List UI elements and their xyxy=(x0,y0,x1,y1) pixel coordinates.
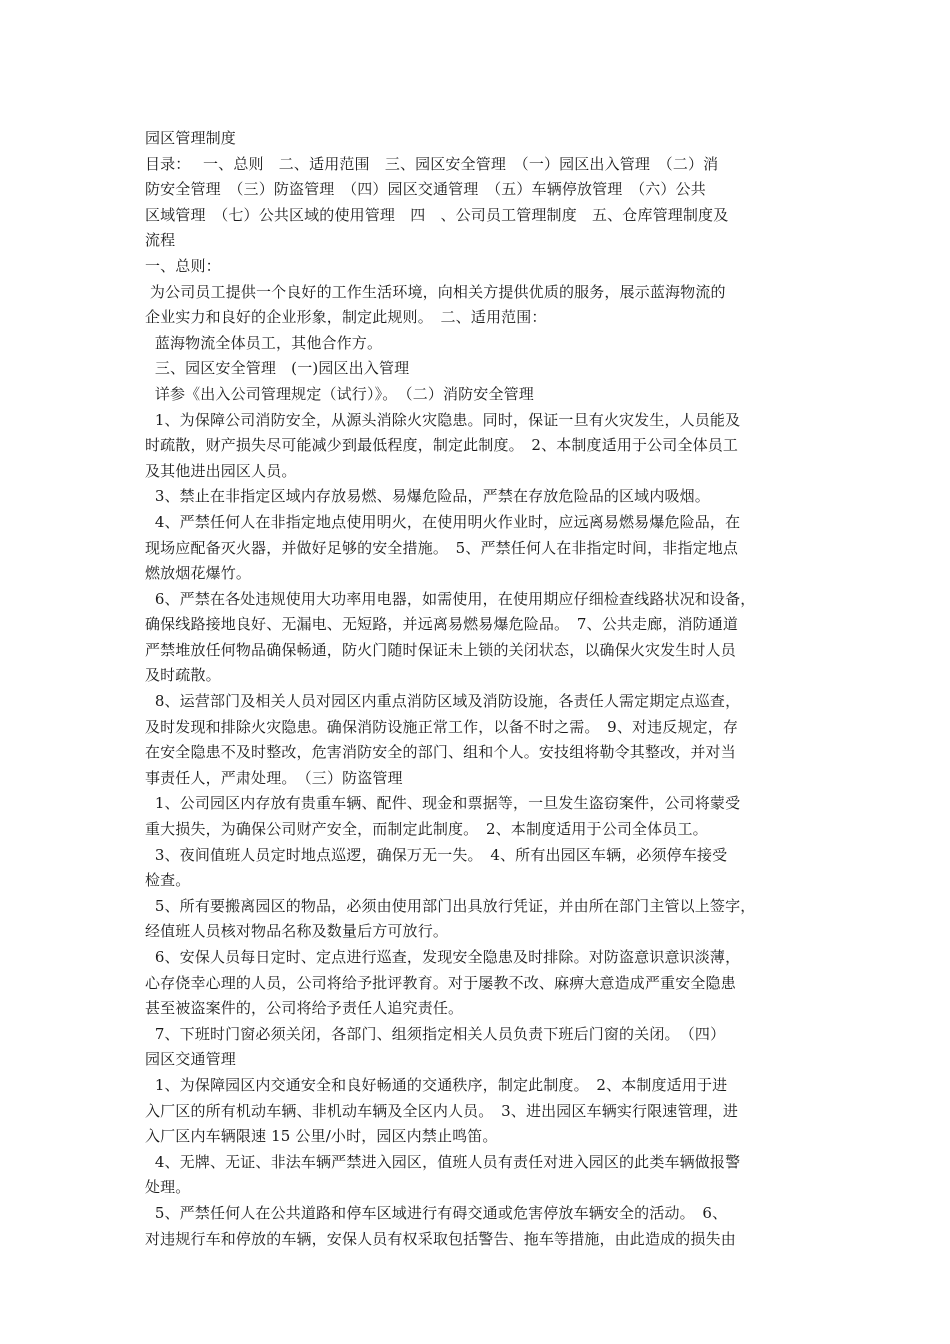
text-line: 确保线路接地良好、无漏电、无短路，并远离易燃易爆危险品。 7、公共走廊，消防通道 xyxy=(145,615,739,634)
text-line: 重大损失，为确保公司财产安全，而制定此制度。 2、本制度适用于公司全体员工。 xyxy=(145,820,708,839)
text-line: 区域管理 （七）公共区域的使用管理 四 、公司员工管理制度 五、仓库管理制度及 xyxy=(145,205,729,224)
text-line: 入厂区内车辆限速 15 公里/小时，园区内禁止鸣笛。 xyxy=(145,1127,498,1146)
text-line: 4、无牌、无证、非法车辆严禁进入园区，值班人员有责任对进入园区的此类车辆做报警 xyxy=(145,1152,741,1171)
text-line: 经值班人员核对物品名称及数量后方可放行。 xyxy=(145,922,449,941)
text-line: 7、下班时门窗必须关闭，各部门、组须指定相关人员负责下班后门窗的关闭。 （四） xyxy=(145,1024,726,1043)
text-line: 6、安保人员每日定时、定点进行巡查，发现安全隐患及时排除。对防盗意识意识淡薄， xyxy=(145,948,741,966)
text-line: 3、夜间值班人员定时地点巡逻，确保万无一失。 4、所有出园区车辆，必须停车接受 xyxy=(145,845,728,864)
text-line: 8、运营部门及相关人员对园区内重点消防区域及消防设施，各责任人需定期定点巡查， xyxy=(145,692,741,711)
text-line: 4、严禁任何人在非指定地点使用明火，在使用明火作业时，应远离易燃易爆危险品，在 xyxy=(145,512,741,531)
text-line: 1、公司园区内存放有贵重车辆、配件、现金和票据等，一旦发生盗窃案件，公司将蒙受 xyxy=(145,794,741,813)
text-line: 甚至被盗案件的，公司将给予责任人追究责任。 xyxy=(145,999,464,1018)
text-line: 详参《出入公司管理规定（试行）》。 （二）消防安全管理 xyxy=(145,384,534,403)
text-line: 及其他进出园区人员。 xyxy=(145,461,297,480)
text-line: 及时发现和排除火灾隐患。确保消防设施正常工作，以备不时之需。 9、对违反规定，存 xyxy=(145,717,739,736)
text-line: 园区交通管理 xyxy=(145,1050,236,1069)
text-line: 检查。 xyxy=(145,871,191,890)
text-line: 对违规行车和停放的车辆，安保人员有权采取包括警告、拖车等措施，由此造成的损失由 xyxy=(145,1229,736,1248)
text-line: 处理。 xyxy=(145,1178,191,1197)
text-line: 蓝海物流全体员工，其他合作方。 xyxy=(145,333,383,352)
text-line: 一、总则： xyxy=(145,256,221,275)
text-line: 事责任人，严肃处理。 （三）防盗管理 xyxy=(145,768,403,787)
text-line: 严禁堆放任何物品确保畅通，防火门随时保证未上锁的关闭状态，以确保火灾发生时人员 xyxy=(145,640,736,659)
text-line: 6、严禁在各处违规使用大功率用电器，如需使用，在使用期应仔细检查线路状况和设备， xyxy=(145,589,756,608)
text-line: 心存侥幸心理的人员，公司将给予批评教育。对于屡教不改、麻痹大意造成严重安全隐患 xyxy=(145,973,736,992)
text-line: 入厂区的所有机动车辆、非机动车辆及全区内人员。 3、进出园区车辆实行限速管理，进 xyxy=(145,1101,739,1120)
text-line: 三、园区安全管理 (一)园区出入管理 xyxy=(145,359,410,378)
text-line: 目录： 一、总则 二、适用范围 三、园区安全管理 （一）园区出入管理 （二）消 xyxy=(145,154,719,173)
text-line: 及时疏散。 xyxy=(145,666,221,685)
text-line: 1、为保障公司消防安全，从源头消除火灾隐患。同时，保证一旦有火灾发生，人员能及 xyxy=(145,410,741,429)
text-line: 1、为保障园区内交通安全和良好畅通的交通秩序，制定此制度。 2、本制度适用于进 xyxy=(145,1075,728,1094)
text-line: 为公司员工提供一个良好的工作生活环境，向相关方提供优质的服务，展示蓝海物流的 xyxy=(145,282,726,301)
text-line: 燃放烟花爆竹。 xyxy=(145,564,252,583)
text-line: 防安全管理 （三）防盗管理 （四）园区交通管理 （五）车辆停放管理 （六）公共 xyxy=(145,180,706,199)
text-line: 3、禁止在非指定区域内存放易燃、易爆危险品，严禁在存放危险品的区域内吸烟。 xyxy=(145,487,710,506)
text-line: 时疏散，财产损失尽可能减少到最低程度，制定此制度。 2、本制度适用于公司全体员工 xyxy=(145,436,739,455)
text-line: 现场应配备灭火器，并做好足够的安全措施。 5、严禁任何人在非指定时间，非指定地点 xyxy=(145,538,739,557)
document-title: 园区管理制度 xyxy=(145,129,236,147)
text-line: 在安全隐患不及时整改，危害消防安全的部门、组和个人。安技组将勒令其整改，并对当 xyxy=(145,743,736,762)
text-line: 流程 xyxy=(145,231,176,250)
text-line: 5、所有要搬离园区的物品，必须由使用部门出具放行凭证，并由所在部门主管以上签字， xyxy=(145,896,756,915)
document-page xyxy=(145,126,813,1252)
text-line: 企业实力和良好的企业形象，制定此规则。 二、适用范围： xyxy=(145,308,547,327)
text-line: 5、严禁任何人在公共道路和停车区域进行有碍交通或危害停放车辆安全的活动。 6、 xyxy=(145,1203,728,1222)
